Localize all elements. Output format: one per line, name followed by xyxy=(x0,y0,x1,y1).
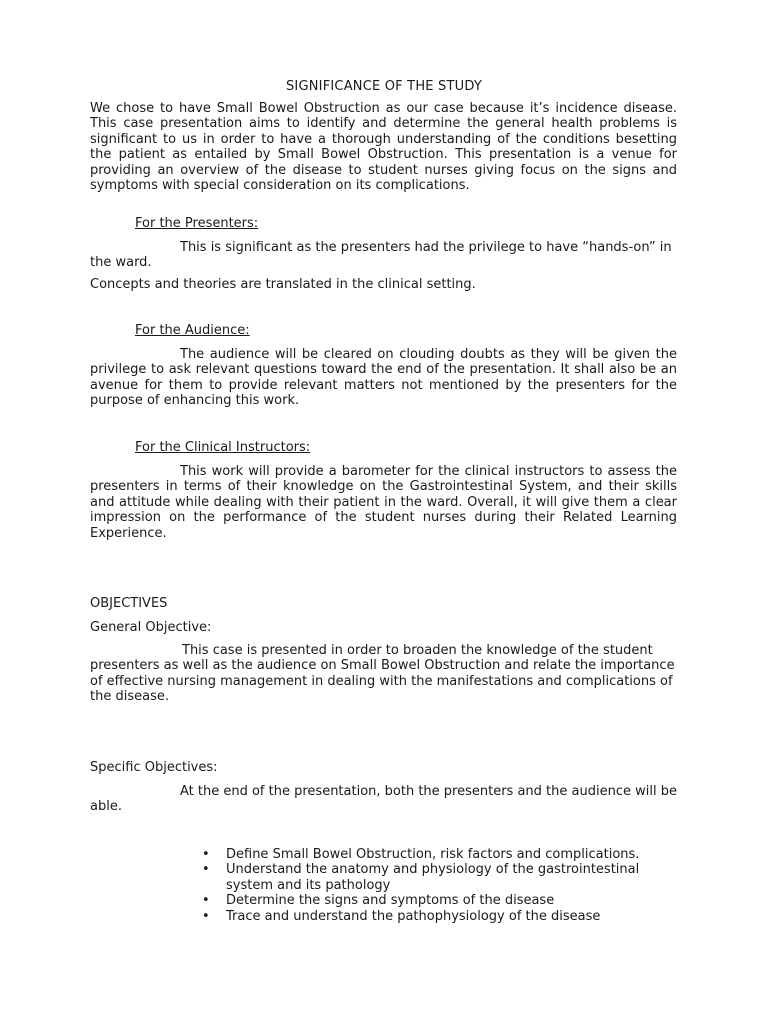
list-item xyxy=(200,893,680,908)
specific-objectives-heading: Specific Objectives: xyxy=(90,760,218,775)
general-objective-paragraph: This case is presented in order to broaden the knowledge of the student presenters as well as the audience on Small Bowel Obstruction and relate the importance of effective nursing management in dealing with the manifestations and complications of the disease. xyxy=(90,643,675,705)
audience-paragraph: The audience will be cleared on clouding doubts as they will be given the privilege to ask relevant questions toward the end of the presentation. It shall also be an avenue for them to provide relevant matters not mentioned by the presenters for the purpose of enhancing this work. xyxy=(90,347,677,409)
general-objective-heading: General Objective: xyxy=(90,620,212,635)
bullet-icon: • xyxy=(202,893,210,909)
presenters-paragraph: This is significant as the presenters had the privilege to have “hands-on” in the ward. xyxy=(90,240,672,271)
bullet-icon: • xyxy=(202,847,210,862)
instructors-paragraph: This work will provide a barometer for the clinical instructors to assess the presenters in terms of their knowledge on the Gastrointestinal System, and their skills and attitude while dealing with their patient in the ward. Overall, it will give them a clear impression on the performance of the student nurses during their Related Learning Experience. xyxy=(90,464,677,541)
audience-heading: For the Audience: xyxy=(135,323,250,338)
list-item-text: Define Small Bowel Obstruction, risk factors and complications. xyxy=(226,847,640,862)
presenters-heading: For the Presenters: xyxy=(135,216,259,231)
list-item-text: Determine the signs and symptoms of the disease xyxy=(226,893,555,909)
specific-objectives-intro: At the end of the presentation, both the presenters and the audience will be able. xyxy=(90,784,677,815)
objectives-heading: OBJECTIVES xyxy=(90,596,168,611)
document-title: SIGNIFICANCE OF THE STUDY xyxy=(285,79,482,94)
list-item xyxy=(200,909,680,924)
list-item-text: Trace and understand the pathophysiology of the disease xyxy=(226,908,601,924)
presenters-paragraph-2: Concepts and theories are translated in the clinical setting. xyxy=(90,277,476,292)
bullet-icon: • xyxy=(202,908,210,924)
bullet-icon: • xyxy=(202,862,210,878)
intro-paragraph: We chose to have Small Bowel Obstruction as our case because it’s incidence disease. This case presentation aims to identify and determine the general health problems is significant to us in order to have a thorough understanding of the conditions besetting the patient as entailed by Small Bowel Obstruction. This presentation is a venue for providing an overview of the disease to student nurses giving focus on the signs and symptoms with special consideration on its complications. xyxy=(90,101,677,194)
instructors-heading: For the Clinical Instructors: xyxy=(135,440,311,455)
list-item-text: Understand the anatomy and physiology of the gastrointestinal system and its pathology xyxy=(226,862,640,893)
specific-objectives-list xyxy=(200,847,680,924)
list-item xyxy=(200,847,680,862)
list-item xyxy=(200,862,680,893)
